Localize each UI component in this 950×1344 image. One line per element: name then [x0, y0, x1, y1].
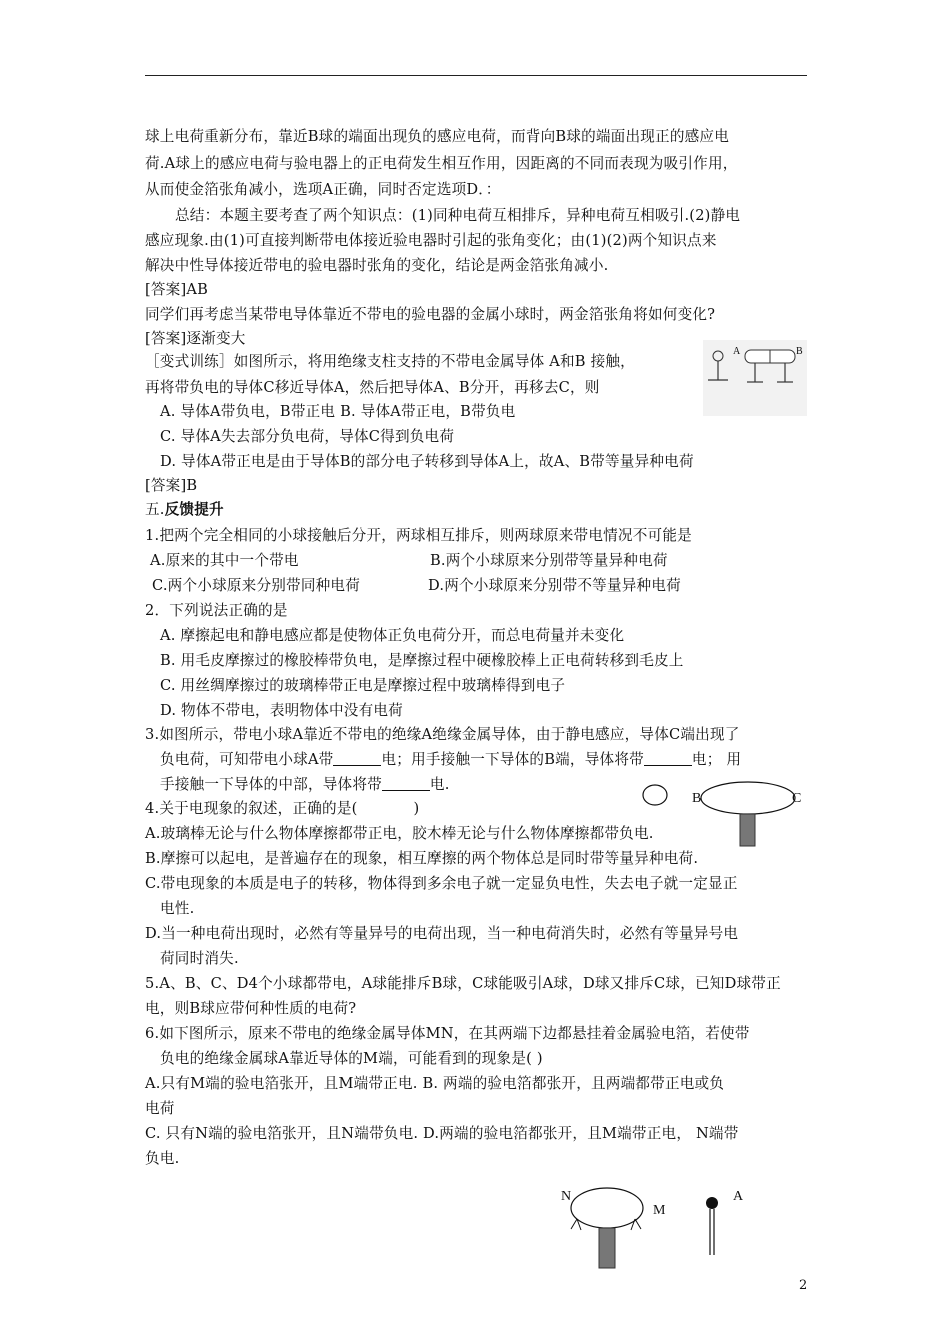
text-line: 再将带负电的导体C移近导体A，然后把导体A、B分开，再移去C，则 [145, 379, 600, 396]
figure-label-m: M [653, 1203, 666, 1218]
question-5-cont: 电，则B球应带何种性质的电荷? [145, 1000, 357, 1017]
figure-label-a: A [733, 346, 741, 357]
question-6: 6.如下图所示，原来不带电的绝缘金属导体MN，在其两端下边都悬挂着金属验电箔，若使带 [145, 1025, 750, 1042]
figure-ball-conductor [640, 778, 810, 848]
q1-option-a: A.原来的其中一个带电 [150, 552, 299, 569]
question-6-cont: 负电的绝缘金属球A靠近导体的M端，可能看到的现象是( ) [160, 1050, 543, 1067]
answer-line: [答案]逐渐变大 [145, 330, 246, 347]
q4-option-a: A.玻璃棒无论与什么物体摩擦都带正电，胶木棒无论与什么物体摩擦都带负电. [145, 825, 654, 842]
text-line: 从而使金箔张角减小，选项A正确，同时否定选项D．： [145, 181, 501, 198]
figure-label-b: B [692, 791, 702, 806]
text-line: 解决中性导体接近带电的验电器时张角的变化，结论是两金箔张角减小. [145, 257, 609, 274]
header-rule [145, 75, 807, 76]
figure-label-c: C [792, 791, 802, 806]
question-5: 5.A、B、C、D4个小球都带电，A球能排斥B球，C球能吸引A球，D球又排斥C球，已知D球带正 [145, 975, 781, 992]
answer-blank[interactable] [644, 751, 692, 766]
q4-option-c: C.带电现象的本质是电子的转移，物体得到多余电子就一定显负电性，失去电子就一定显正 [145, 875, 738, 892]
question-3-cont: 手接触一下导体的中部，导体将带 电. [160, 776, 450, 793]
q4-option-d-cont: 荷同时消失. [160, 950, 239, 967]
section-title: 反馈提升 [164, 501, 224, 518]
text-line: 同学们再考虑当某带电导体靠近不带电的验电器的金属小球时，两金箔张角将如何变化? [145, 306, 716, 323]
q6-options-cd: C. 只有N端的验电箔张开，且N端带负电. D.两端的验电箔都张开，且M端带正电， N端带 [145, 1125, 739, 1142]
section-number: 五. [145, 501, 165, 518]
q4-option-d: D.当一种电荷出现时，必然有等量异号的电荷出现，当一种电荷消失时，必然有等量异号电 [145, 925, 739, 942]
q1-option-d: D.两个小球原来分别带不等量异种电荷 [428, 577, 681, 594]
conductor-diagram [703, 340, 807, 416]
q6-options-ab-cont: 电荷 [145, 1100, 175, 1117]
text-line: 感应现象.由(1)可直接判断带电体接近验电器时引起的张角变化；由(1)(2)两个知识点来 [145, 232, 717, 249]
question-1: 1.把两个完全相同的小球接触后分开，两球相互排斥，则两球原来带电情况不可能是 [145, 527, 692, 544]
answer-line: [答案]AB [145, 281, 209, 298]
figure-label-a: A [733, 1189, 744, 1204]
option-line: C. 导体A失去部分负电荷，导体C得到负电荷 [160, 428, 455, 445]
q2-option-a: A. 摩擦起电和静电感应都是使物体正负电荷分开，而总电荷量并未变化 [160, 627, 625, 644]
page-number: 2 [799, 1278, 808, 1293]
question-2: 2．下列说法正确的是 [145, 602, 288, 619]
question-3: 3.如图所示，带电小球A靠近不带电的绝缘A绝缘金属导体，由于静电感应，导体C端出现了 [145, 726, 740, 743]
figure-label-n: N [561, 1189, 572, 1204]
question-3-cont: 负电荷，可知带电小球A带 电；用手接触一下导体的B端，导体将带 电； 用 [160, 751, 742, 768]
figure-label-b: B [796, 346, 803, 357]
q1-option-b: B.两个小球原来分别带等量异种电荷 [430, 552, 668, 569]
q6-options-cd-cont: 负电. [145, 1150, 180, 1167]
conductor-bc-diagram [640, 778, 810, 848]
option-line: D. 导体A带正电是由于导体B的部分电子转移到导体A上，故A、B带等量异种电荷 [160, 453, 694, 470]
text-line: 球上电荷重新分布，靠近B球的端面出现负的感应电荷，而背向B球的端面出现正的感应电 [145, 128, 730, 145]
figure-conductor-mn [555, 1185, 755, 1270]
text-line: ［变式训练］如图所示，将用绝缘支柱支持的不带电金属导体 A和B 接触， [145, 353, 635, 370]
q2-option-b: B. 用毛皮摩擦过的橡胶棒带负电，是摩擦过程中硬橡胶棒上正电荷转移到毛皮上 [160, 652, 684, 669]
conductor-mn-diagram [555, 1185, 755, 1270]
q2-option-d: D. 物体不带电，表明物体中没有电荷 [160, 702, 403, 719]
q4-option-c-cont: 电性. [160, 900, 195, 917]
option-line: A. 导体A带负电，B带正电 B. 导体A带正电，B带负电 [160, 403, 516, 420]
text-line: 总结：本题主要考查了两个知识点：(1)同种电荷互相排斥，异种电荷互相吸引.(2)静电 [175, 207, 741, 224]
answer-blank[interactable] [382, 776, 430, 791]
q4-option-b: B.摩擦可以起电，是普遍存在的现象，相互摩擦的两个物体总是同时带等量异种电荷. [145, 850, 699, 867]
section-heading [145, 500, 224, 520]
text-line: 荷.A球上的感应电荷与验电器上的正电荷发生相互作用，因距离的不同而表现为吸引作用， [145, 155, 738, 172]
answer-blank[interactable] [333, 751, 381, 766]
q6-options-ab: A.只有M端的验电箔张开，且M端带正电. B. 两端的验电箔都张开，且两端都带正电或负 [145, 1075, 725, 1092]
answer-line: [答案]B [145, 477, 198, 494]
q2-option-c: C. 用丝绸摩擦过的玻璃棒带正电是摩擦过程中玻璃棒得到电子 [160, 677, 566, 694]
q1-option-c: C.两个小球原来分别带同种电荷 [152, 577, 361, 594]
question-4: 4.关于电现象的叙述，正确的是( ) [145, 800, 420, 817]
figure-conductors-ab [703, 340, 807, 416]
